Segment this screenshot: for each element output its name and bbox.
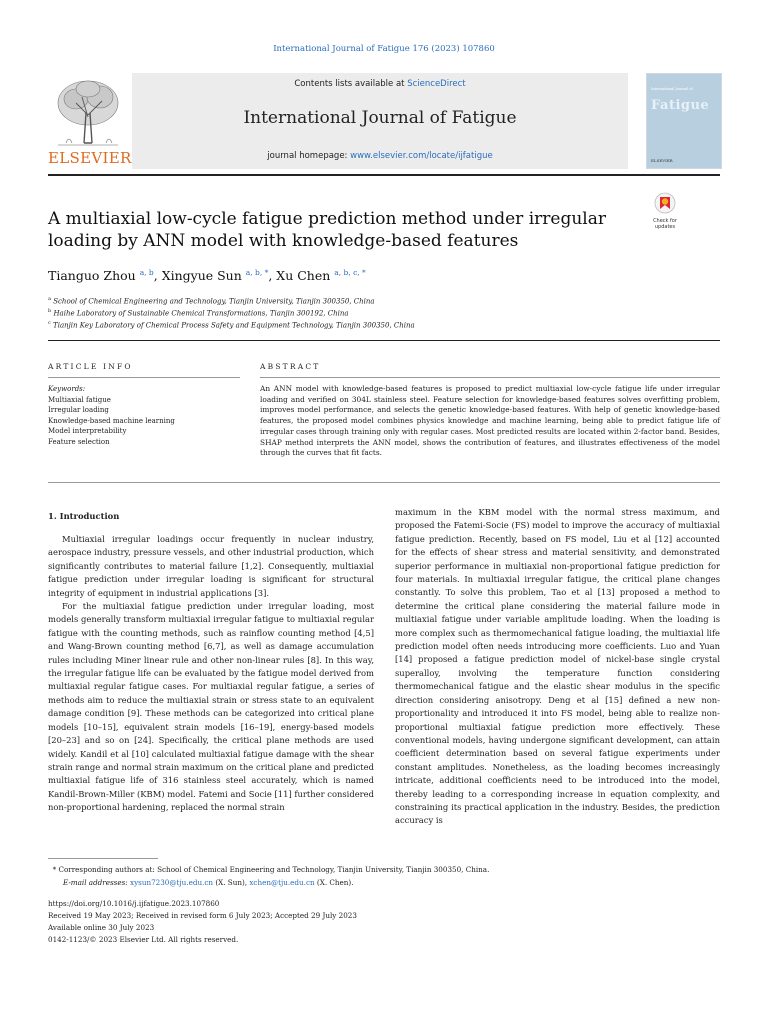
check-for-updates-button[interactable] <box>650 192 680 230</box>
homepage-prefix: journal homepage: <box>267 151 351 161</box>
keyword: Knowledge-based machine learning <box>48 416 175 425</box>
email-owner: (X. Sun), <box>215 878 248 887</box>
author-name[interactable]: Xingyue Sun <box>161 268 242 284</box>
homepage-link[interactable]: www.elsevier.com/locate/ijfatigue <box>350 151 493 161</box>
abstract-heading: ABSTRACT <box>260 362 321 371</box>
check-updates-icon <box>654 192 676 214</box>
keyword: Model interpretability <box>48 427 127 435</box>
keyword: Multiaxial fatigue <box>48 395 111 404</box>
elsevier-tree-icon <box>48 73 128 151</box>
sciencedirect-link[interactable]: ScienceDirect <box>407 79 466 89</box>
article-title: A multiaxial low-cycle fatigue prediction method under irregular loading by ANN model with knowledge-based features <box>48 209 606 251</box>
affiliation: $^a$ School of Chemical Engineering and Technology, Tianjin University, Tianjin 300350, China <box>48 296 375 306</box>
email-label: E-mail addresses: <box>63 878 128 887</box>
affiliation: $^c$ Tianjin Key Laboratory of Chemical Process Safety and Equipment Technology, Tianjin 300350, China <box>48 320 415 330</box>
section-divider <box>48 340 720 341</box>
body-paragraph: maximum in the KBM model with the normal stress maximum, and proposed the Fatemi-Socie (FS) model to improve the accuracy of multiaxial fatigue prediction. Recently, based on FS model, Liu et al [12] accounted for the effects of shear stress and material sensitivity, and demonstrated superior performance in multiaxial non-proportional fatigue prediction for four materials. In multiaxial irregular fatigue, the critical plane changes constantly. To solve this problem, Tao et al [13] proposed a method to determine the critical plane considering the material failure mode in multiaxial fatigue under variable amplitude loading. When the loading is more complex such as thermomechanical fatigue loading, the multiaxial life prediction model often needs introducing more coefficients. Luo and Yuan [14] proposed a fatigue prediction model of nickel-base single crystal superalloy, involving the temperature function considering thermomechanical fatigue and the elastic shear modulus in the specific direction considering anisotropy. Deng et al [15] defined a new non-proportionality and introduced it into FS model, being able to realize non-proportional multiaxial fatigue prediction more effectively. These conventional models, having undergone significant development, can attain coefficient determination based on several fatigue experiments under constant amplitudes. Nonetheless, as the loading becomes increasingly intricate, additional coefficients need to be introduced into the model, thereby leading to a corresponding increase in equation complexity, and constraining its practical application in the industry. Besides, the prediction accuracy is <box>395 507 720 826</box>
footnote-rule <box>48 858 158 859</box>
elsevier-logo <box>48 73 132 169</box>
copyright: 0142-1123/© 2023 Elsevier Ltd. All rights reserved. <box>48 935 239 944</box>
author-affiliation-marks[interactable]: a, b <box>139 268 154 277</box>
corresponding-author-note <box>48 864 489 876</box>
footnote-marker: * <box>48 865 59 874</box>
journal-cover-thumbnail[interactable] <box>646 73 722 169</box>
keyword: Feature selection <box>48 437 110 446</box>
check-updates-label: Check for updates <box>653 218 677 230</box>
body-paragraph: For the multiaxial fatigue prediction under irregular loading, most models generally transform multiaxial irregular fatigue to multiaxial regular fatigue with the counting methods, such as rainflow counting method [4,5] and Wang-Brown counting method [6,7], as well as damage accumulation rules including Miner linear rule and other non-linear rules [8]. In this way, the irregular fatigue life can be evaluated by the fatigue model derived from multiaxial regular fatigue cases. For multiaxial regular fatigue, a series of methods aim to reduce the multiaxial strain or stress state to an equivalent damage condition [9]. These methods can be categorized into critical plane models [10–15], equivalent strain models [16–19], energy-based models [20–23] and so on [24]. Specifically, the critical plane methods are used widely. Kandil et al [10] calculated multiaxial fatigue damage with the shear strain range and normal strain maximum on the critical plane and predicted multiaxial fatigue life of 316 stainless steel accurately, which is named Kandil-Brown-Miller (KBM) model. Fatemi and Socie [11] further considered non-proportional hardening, replaced the normal strain <box>48 601 374 813</box>
author-list: Tianguo Zhou $^{a, b}$, Xingyue Sun $^{a, b, *}$, Xu Chen $^{a, b, c, *}$ <box>48 268 366 284</box>
abstract-bottom-rule <box>48 482 720 483</box>
affiliation: $^b$ Haihe Laboratory of Sustainable Chemical Transformations, Tianjin 300192, China <box>48 308 349 318</box>
available-online: Available online 30 July 2023 <box>48 923 155 932</box>
cover-title: Fatigue <box>651 98 710 113</box>
section-heading-introduction: 1. Introduction <box>48 511 120 521</box>
contents-prefix: Contents lists available at <box>294 79 408 89</box>
abstract-text: An ANN model with knowledge-based features is proposed to predict multiaxial low-cycle fatigue life under irregular loading and verified on 304L stainless steel. Feature selection for knowledge-based features solves overfitting problem, improves model performance, and selects the genetic knowledge-based features. With help of genetic knowledge-based features, the proposed model combines physics knowledge and machine learning, being able to predict fatigue life of irregular cases through training only with regular cases. Most predicted results are located within 2-factor band. Besides, SHAP method interprets the ANN model, shows the contribution of features, and illustrates effectiveness of the model through the curves that fit facts. <box>260 384 720 458</box>
article-info-heading: ARTICLE INFO <box>48 362 133 371</box>
article-info-rule <box>48 377 240 378</box>
abstract-rule <box>260 377 720 378</box>
contents-line <box>132 79 628 89</box>
doi-link[interactable]: https://doi.org/10.1016/j.ijfatigue.2023.107860 <box>48 899 220 908</box>
body-paragraph: Multiaxial irregular loadings occur frequently in nuclear industry, aerospace industry, pressure vessels, and other industrial production, which significantly contributes to material failure [1,2]. Consequently, multiaxial fatigue prediction under irregular loading is significant for structural integrity of equipment in industrial applications [3]. <box>48 534 374 598</box>
publisher-name: ELSEVIER <box>48 149 132 167</box>
author-affiliation-marks[interactable]: a, b, c, * <box>334 268 366 277</box>
keyword: Irregular loading <box>48 406 109 414</box>
author-affiliation-marks[interactable]: a, b, * <box>245 268 269 277</box>
keywords-label: Keywords: <box>48 385 86 393</box>
email-owner: (X. Chen). <box>316 878 354 887</box>
email-link[interactable]: xysun7230@tju.edu.cn <box>130 878 214 887</box>
cover-subtitle: International Journal of <box>651 87 693 91</box>
corresponding-text: Corresponding authors at: School of Chemical Engineering and Technology, Tianjin University, Tianjin 300350, China. <box>58 865 490 874</box>
body-right-column <box>395 506 720 828</box>
email-link[interactable]: xchen@tju.edu.cn <box>249 878 315 887</box>
body-left-column <box>48 533 374 815</box>
banner-bottom-rule <box>48 174 720 176</box>
email-addresses <box>63 877 354 889</box>
keywords-block <box>48 384 175 447</box>
author-name[interactable]: Tianguo Zhou <box>48 268 136 284</box>
cover-publisher: ELSEVIER <box>651 158 673 163</box>
journal-reference[interactable]: International Journal of Fatigue 176 (2023) 107860 <box>273 44 495 54</box>
author-name[interactable]: Xu Chen <box>276 268 331 284</box>
homepage-line <box>132 151 628 161</box>
received-dates: Received 19 May 2023; Received in revised form 6 July 2023; Accepted 29 July 2023 <box>48 911 357 920</box>
journal-title: International Journal of Fatigue <box>243 108 517 128</box>
